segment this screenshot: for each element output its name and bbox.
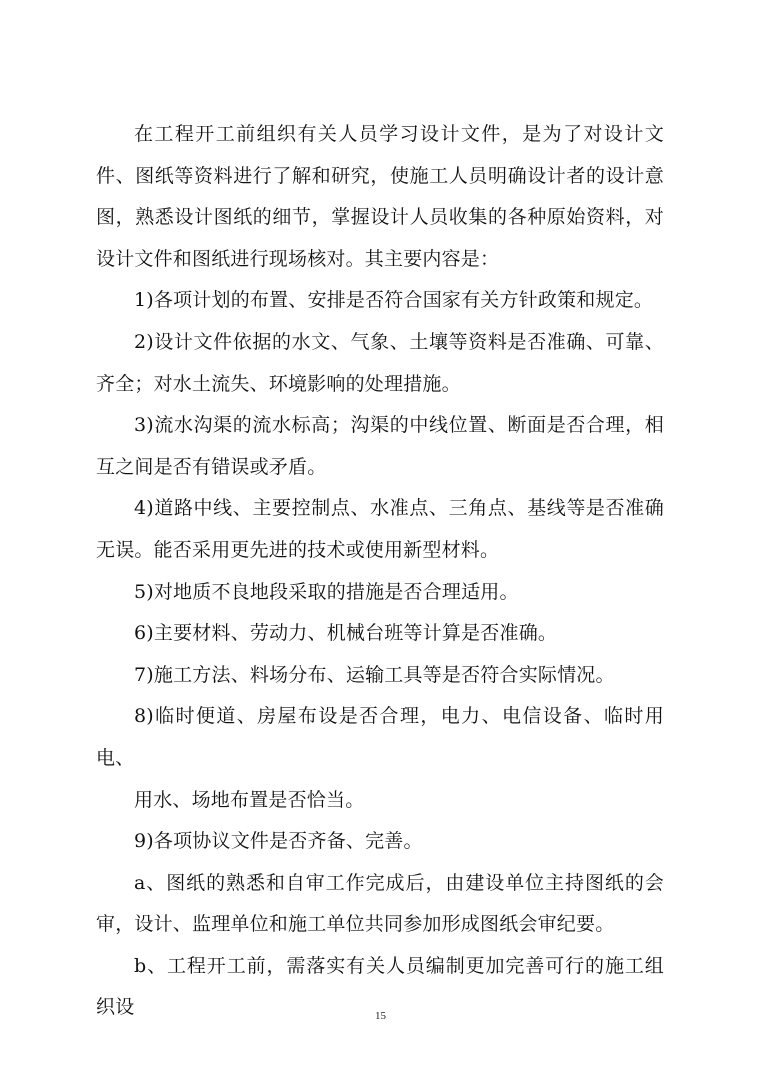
- page-number: 15: [375, 1010, 386, 1022]
- paragraph-item-5: 5)对地质不良地段采取的措施是否合理适用。: [134, 580, 519, 603]
- paragraph-note-a: a、图纸的熟悉和自审工作完成后，由建设单位主持图纸的会审，设计、监理单位和施工单位共同参加形成图纸会审纪要。: [96, 871, 664, 936]
- paragraph-item-1: 1)各项计划的布置、安排是否符合国家有关方针政策和规定。: [134, 289, 654, 312]
- document-body: [96, 114, 664, 1029]
- paragraph-item-3: 3)流水沟渠的流水标高；沟渠的中线位置、断面是否合理，相互之间是否有错误或矛盾。: [96, 414, 664, 478]
- paragraph-note-b: b、工程开工前，需落实有关人员编制更加完善可行的施工组织设: [96, 954, 664, 1019]
- paragraph-item-6: 6)主要材料、劳动力、机械台班等计算是否准确。: [134, 622, 558, 645]
- paragraph-item-7: 7)施工方法、料场分布、运输工具等是否符合实际情况。: [134, 663, 615, 686]
- paragraph-intro: 在工程开工前组织有关人员学习设计文件，是为了对设计文件、图纸等资料进行了解和研究，使施工人员明确设计者的设计意图，熟悉设计图纸的细节，掌握设计人员收集的各种原始资料，对设计文件和图纸进行现场核对。其主要内容是：: [96, 123, 664, 270]
- paragraph-item-8: 8)临时便道、房屋布设是否合理，电力、电信设备、临时用电、: [96, 705, 664, 769]
- paragraph-item-4: 4)道路中线、主要控制点、水准点、三角点、基线等是否准确无误。能否采用更先进的技术或使用新型材料。: [96, 497, 664, 561]
- paragraph-item-8-continued: 用水、场地布置是否恰当。: [134, 788, 365, 811]
- paragraph-item-2: 2)设计文件依据的水文、气象、土壤等资料是否准确、可靠、齐全；对水土流失、环境影响的处理措施。: [96, 330, 664, 395]
- paragraph-item-9: 9)各项协议文件是否齐备、完善。: [134, 830, 423, 853]
